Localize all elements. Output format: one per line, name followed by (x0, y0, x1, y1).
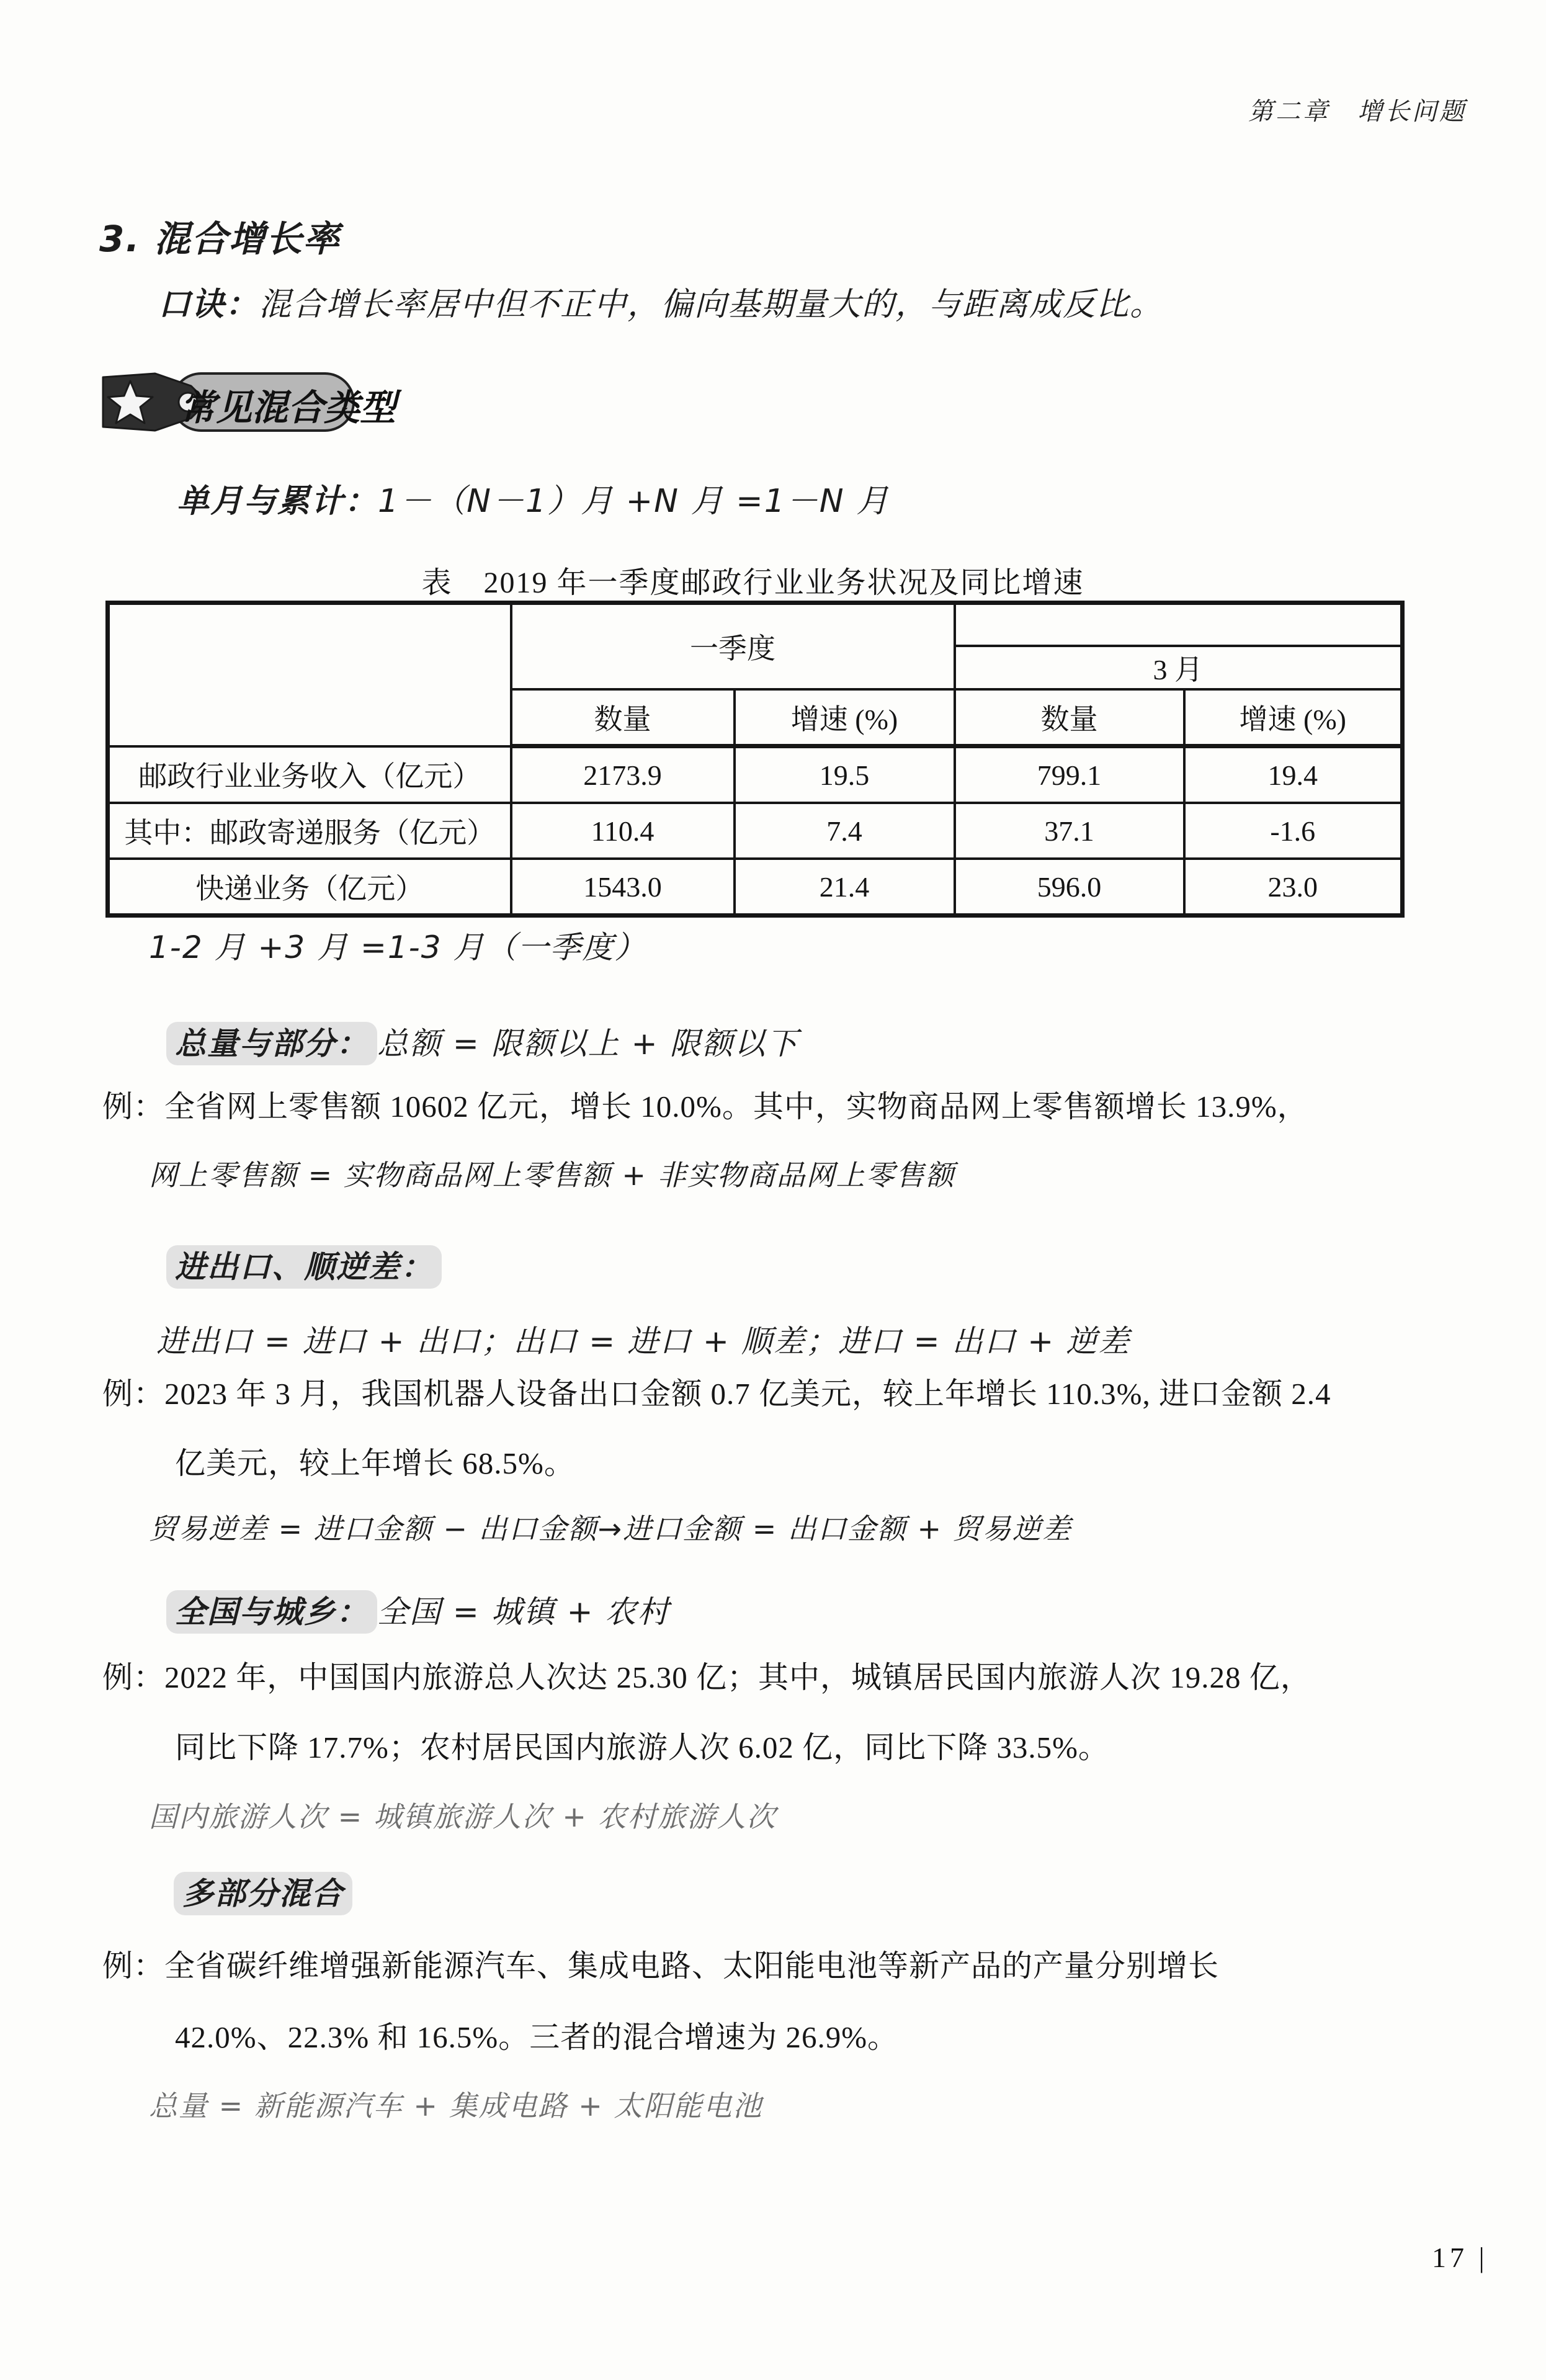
nation-line (166, 1587, 669, 1632)
row-label: 快递业务（亿元） (108, 859, 511, 916)
corner-cell (108, 603, 511, 746)
row-label: 其中：邮政寄递服务（亿元） (108, 803, 511, 859)
group-header-march: 3 月 (955, 646, 1403, 689)
monthly-formula: 1－（N－1）月 +N 月 =1－N 月 (378, 483, 890, 520)
cell: 23.0 (1184, 859, 1403, 916)
cell: 596.0 (955, 859, 1184, 916)
section-title: 3. 混合增长率 (99, 218, 341, 260)
mnemonic-label: 口诀： (158, 286, 259, 323)
nation-example-1: 例：2022 年，中国国内旅游总人次达 25.30 亿；其中，城镇居民国内旅游人次 19.28 亿， (102, 1660, 1311, 1694)
import-export-example-1: 例：2023 年 3 月，我国机器人设备出口金额 0.7 亿美元，较上年增长 110.3%, 进口金额 2.4 (102, 1377, 1331, 1411)
total-part-note: 网上零售额 = 实物商品网上零售额 + 非实物商品网上零售额 (149, 1158, 955, 1192)
cell: 19.5 (735, 746, 955, 803)
badge-label: 常见混合类型 (180, 388, 396, 428)
table-title: 表 2019 年一季度邮政行业业务状况及同比增速 (421, 566, 1084, 599)
import-export-example-2: 亿美元，较上年增长 68.5%。 (175, 1446, 575, 1480)
subheader-qty-q1: 数量 (511, 689, 735, 746)
cell: 7.4 (735, 803, 955, 859)
monthly-heading: 单月与累计： (177, 483, 378, 520)
total-part-example: 例：全省网上零售额 10602 亿元，增长 10.0%。其中，实物商品网上零售额增长 13.9%， (102, 1089, 1308, 1124)
nation-formula: 全国 = 城镇 + 农村 (377, 1594, 670, 1630)
subheader-qty-march: 数量 (955, 689, 1184, 746)
multi-part-example-2: 42.0%、22.3% 和 16.5%。三者的混合增速为 26.9%。 (175, 2020, 899, 2054)
multi-part-example-1: 例：全省碳纤维增强新能源汽车、集成电路、太阳能电池等新产品的产量分别增长 (102, 1949, 1220, 1983)
cell: 21.4 (735, 859, 955, 916)
cell: 2173.9 (511, 746, 735, 803)
chapter-header: 第二章 增长问题 (1248, 97, 1467, 126)
cell: 37.1 (955, 803, 1184, 859)
nation-example-2: 同比下降 17.7%；农村居民国内旅游人次 6.02 亿，同比下降 33.5%。 (175, 1730, 1109, 1765)
group-header-q1: 一季度 (511, 603, 955, 690)
mnemonic-line (158, 278, 1163, 324)
header-strip-cell (955, 603, 1403, 646)
postal-table (105, 601, 1405, 918)
page-number: 17 | (1432, 2242, 1488, 2273)
monthly-formula-line (177, 475, 890, 521)
import-export-heading: 进出口、顺逆差： (166, 1245, 442, 1289)
cell: -1.6 (1184, 803, 1403, 859)
nation-heading: 全国与城乡： (166, 1590, 377, 1634)
row-label: 邮政行业业务收入（亿元） (108, 746, 511, 803)
import-export-note: 贸易逆差 = 进口金额 − 出口金额→进口金额 = 出口金额 + 贸易逆差 (149, 1512, 1072, 1546)
total-part-formula: 总额 = 限额以上 + 限额以下 (377, 1026, 799, 1062)
table-row (108, 859, 1403, 916)
multi-part-heading: 多部分混合 (174, 1872, 352, 1915)
table-row (108, 746, 1403, 803)
postal-data-table (105, 601, 1405, 918)
import-export-heading-line (166, 1242, 442, 1287)
table-row (108, 803, 1403, 859)
table-note: 1-2 月 +3 月 =1-3 月（一季度） (149, 929, 647, 965)
nation-note: 国内旅游人次 = 城镇旅游人次 + 农村旅游人次 (149, 1800, 777, 1833)
multi-part-heading-line (174, 1869, 352, 1913)
multi-part-note: 总量 = 新能源汽车 + 集成电路 + 太阳能电池 (149, 2089, 763, 2123)
import-export-formula: 进出口 = 进口 + 出口；出口 = 进口 + 顺差；进口 = 出口 + 逆差 (156, 1323, 1131, 1359)
cell: 799.1 (955, 746, 1184, 803)
total-part-line (166, 1019, 798, 1063)
mnemonic-text: 混合增长率居中但不正中，偏向基期量大的，与距离成反比。 (259, 286, 1164, 323)
subheader-growth-march: 增速 (%) (1184, 689, 1403, 746)
subheader-growth-q1: 增速 (%) (735, 689, 955, 746)
cell: 19.4 (1184, 746, 1403, 803)
table-group-row (108, 603, 1403, 646)
total-part-heading: 总量与部分： (166, 1022, 377, 1065)
cell: 110.4 (511, 803, 735, 859)
common-mixed-types-badge (98, 365, 470, 439)
cell: 1543.0 (511, 859, 735, 916)
